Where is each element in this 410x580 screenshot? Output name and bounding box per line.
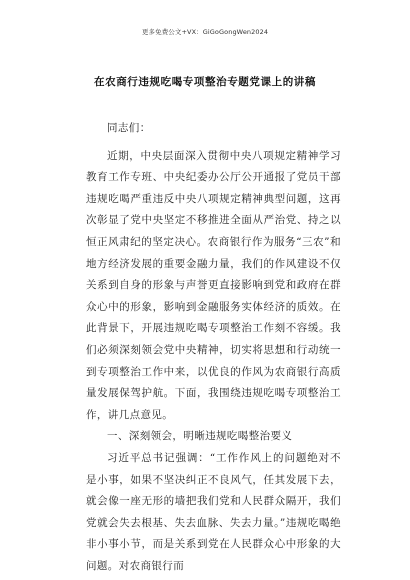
paragraph-intro: 近期，中央层面深入贯彻中央八项规定精神学习教育工作专班、中央纪委办公厅公开通报了党员干部违规吃喝严重违反中央八项规定精神典型问题，这再次彰显了党中央坚定不移推进全面从严治党、持之以恒正风肃纪的坚定决心。农商银行作为服务“三农”和地方经济发展的重要金融力量，我们的作风建设不仅关系到自身的形象与声誉更直接影响到党和政府在群众心中的形象，影响到金融服务实体经济的质效。在此背景下，开展违规吃喝专项整治工作刻不容缓。我们必须深刻领会党中央精神，切实将思想和行动统一到专项整治工作中来，以优良的作风为农商银行高质量发展保驾护航。下面，我围绕违规吃喝专项整治工作，讲几点意见。 (86, 149, 341, 421)
document-body (86, 118, 341, 577)
document-title: 在农商行违规吃喝专项整治专题党课上的讲稿 (94, 76, 316, 88)
header-note: 更多免费公文+VX：GiGoGongWen2024 (141, 28, 269, 36)
salutation: 同志们： (107, 122, 151, 134)
section-heading-1: 一、深刻领会，明晰违规吃喝整治要义 (107, 430, 293, 443)
paragraph-quote: 习近平总书记强调：“工作作风上的问题绝对不是小事，如果不坚决纠正不良风气，任其发展下去，就会像一座无形的墙把我们党和人民群众隔开，我们党就会失去根基、失去血脉、失去力量。”违规吃喝绝非小事小节，而是关系到党在人民群众心中形象的大问题。对农商银行而 (86, 451, 341, 572)
